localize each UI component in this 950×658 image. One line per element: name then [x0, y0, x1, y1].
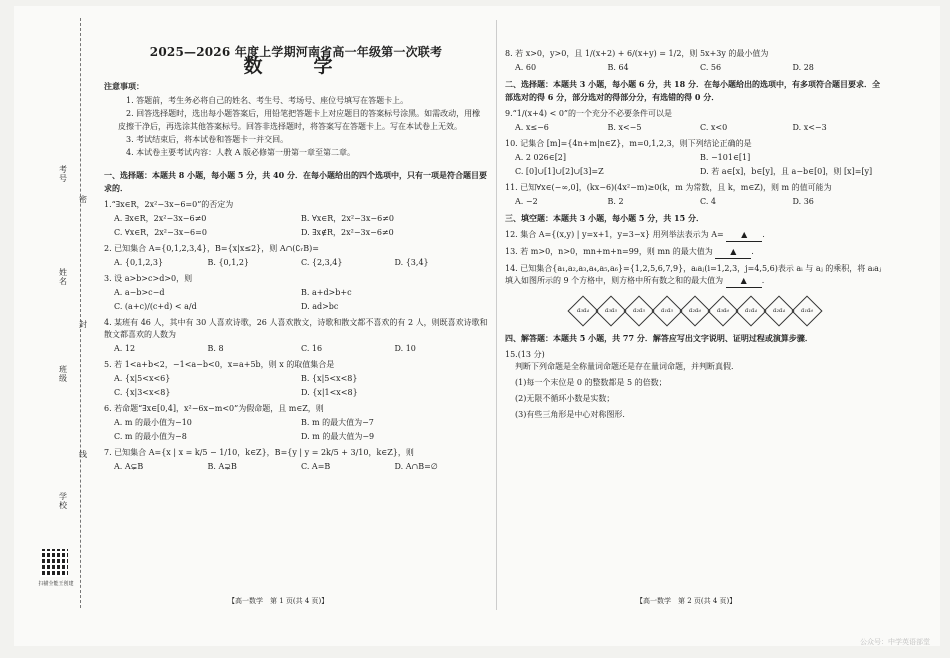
question-7-options: [104, 461, 488, 473]
option: D. ∃x∉R，2x²−3x−6≠0: [301, 228, 394, 237]
exam-no-label: 考号: [59, 165, 67, 183]
option: C. x<0: [700, 123, 728, 132]
option: B. a+d>b+c: [301, 288, 352, 297]
watermark: 公众号：中学英语部堂: [860, 638, 930, 646]
option: C. (a+c)/(c+d) < a/d: [114, 302, 197, 311]
option: A. 12: [114, 344, 136, 353]
diamond-cell: a₃a₆: [707, 295, 738, 326]
question-15-item: (3)有些三角形是中心对称图形．: [515, 410, 631, 419]
question-13: 13. 若 m>0，n>0，mn+m+n=99，则 mn 的最大值为 ▲ .: [505, 246, 885, 259]
option: A. 2 026∈[2]: [515, 153, 567, 162]
option: C. 4: [700, 197, 717, 206]
option: B. {0,1,2}: [207, 258, 249, 267]
question-7: 7. 已知集合 A={x | x = k/5 − 1/10，k∈Z}，B={y | y = 2k/5 + 3/10，k∈Z}，则: [104, 448, 414, 457]
option: B. 64: [607, 63, 629, 72]
question-3-options: [104, 287, 488, 299]
question-6-options: [104, 417, 488, 429]
question-5: 5. 若 1<a+b<2，−1<a−b<0，x=a+5b，则 x 的取值集合是: [104, 360, 335, 369]
binding-line: [80, 18, 81, 608]
option: A. {x|5<x<6}: [114, 374, 171, 383]
diamond-grid: [505, 294, 885, 328]
question-6: 6. 若命题“∃x∈[0,4]，x²−6x−m<0”为假命题，且 m∈Z，则: [104, 404, 324, 413]
question-8-options: [505, 62, 885, 74]
option: B. {x|5<x<8}: [301, 374, 358, 383]
answer-blank: ▲: [715, 246, 751, 259]
left-page: [104, 46, 488, 473]
seal-char-3: 线: [79, 450, 87, 459]
name-label: 姓名: [59, 268, 67, 286]
question-2: 2. 已知集合 A={0,1,2,3,4}，B={x|x≤2}，则 A∩(∁ᵣB)=: [104, 244, 319, 253]
notes: [104, 80, 488, 159]
question-11-options: [505, 196, 885, 208]
option: D. 10: [394, 344, 416, 353]
question-4: 4. 某班有 46 人，其中有 30 人喜欢诗歌，26 人喜欢散文，诗歌和散文都不喜欢的有 2 人，则既喜欢诗歌和散文都喜欢的人数为: [104, 318, 488, 339]
question-12-text: 12. 集合 A={(x,y) | y=x+1，y=3−x} 用列举法表示为 A=: [505, 230, 724, 239]
question-6-options: [104, 431, 488, 443]
seal-char-1: 密: [79, 195, 87, 204]
option: C. {2,3,4}: [301, 258, 343, 267]
question-13-text: 13. 若 m>0，n>0，mn+m+n=99，则 mn 的最大值为: [505, 247, 713, 256]
question-15-stem: 判断下列命题是全称量词命题还是存在量词命题，并判断真假．: [515, 362, 739, 371]
option: C. [0]∪[1]∪[2]∪[3]=Z: [515, 167, 604, 176]
question-5-options: [104, 387, 488, 399]
question-14-text: 14. 已知集合{a₁,a₂,a₃,a₄,a₅,a₆}={1,2,5,6,7,9}，aᵢaⱼ(i=1,2,3，j=4,5,6)表示 aᵢ 与 aⱼ 的乘积，将 aᵢaⱼ 填入如图所示的 9 个方格中，则方格中所有数之和的最大值为: [505, 264, 882, 285]
option: D. x<−3: [792, 123, 827, 132]
option: B. 2: [607, 197, 624, 206]
option: A. A⊊B: [114, 462, 144, 471]
diamond-cell: a₁a₅: [651, 295, 682, 326]
option: D. 36: [792, 197, 814, 206]
diamond-cell: a₂a₆: [679, 295, 710, 326]
notes-header: 注意事项：: [104, 81, 144, 91]
answer-blank: ▲: [726, 229, 762, 242]
option: D. {x|1<x<8}: [301, 388, 358, 397]
question-1-options: [104, 227, 488, 239]
option: B. x<−5: [607, 123, 642, 132]
option: C. 16: [301, 344, 323, 353]
question-8: 8. 若 x>0，y>0，且 1/(x+2) + 6/(x+y) = 1/2，则 5x+3y 的最小值为: [505, 49, 769, 58]
option: B. 8: [207, 344, 224, 353]
option: A. a−b>c−d: [114, 288, 165, 297]
option: A. 60: [515, 63, 537, 72]
subject-title: 数 学: [243, 55, 349, 77]
option: D. 若 a∈[x]，b∈[y]，且 a−b∈[0]，则 [x]=[y]: [700, 167, 873, 176]
qr-code: [40, 549, 68, 577]
diamond-cell: a₂a₅: [623, 295, 654, 326]
option: A. m 的最小值为−10: [114, 418, 192, 427]
option: C. {x|3<x<8}: [114, 388, 171, 397]
question-10-options: [505, 152, 885, 164]
question-12: 12. 集合 A={(x,y) | y=x+1，y=3−x} 用列举法表示为 A= ▲ .: [505, 229, 885, 242]
question-1: 1.“∃x∈R，2x²−3x−6=0”的否定为: [104, 200, 234, 209]
question-9: 9.“1/(x+4) < 0”的一个充分不必要条件可以是: [505, 109, 673, 118]
option: B. m 的最大值为−7: [301, 418, 374, 427]
qr-caption: 扫描全能王创建: [38, 581, 74, 587]
section-4-header: 四、解答题：本题共 5 小题，共 77 分．解答应写出文字说明、证明过程或演算步骤．: [505, 333, 813, 343]
question-15-item: (1)每一个末位是 0 的整数都是 5 的倍数；: [515, 378, 667, 387]
exam-title: 2025—2026 年度上学期河南省高一年级第一次联考: [149, 45, 443, 59]
option: D. A∩B=∅: [394, 462, 438, 471]
option: D. ad>bc: [301, 302, 339, 311]
option: A. {0,1,2,3}: [114, 258, 164, 267]
diamond-cell: a₂a₄: [763, 295, 794, 326]
question-4-options: [104, 343, 488, 355]
option: C. A=B: [301, 462, 331, 471]
question-5-options: [104, 373, 488, 385]
question-3-options: [104, 301, 488, 313]
question-14: 14. 已知集合{a₁,a₂,a₃,a₄,a₅,a₆}={1,2,5,6,7,9}，aᵢaⱼ(i=1,2,3，j=4,5,6)表示 aᵢ 与 aⱼ 的乘积，将 aᵢaⱼ 填入如图所示的 9 个方格中，则方格中所有数之和的最大值为 ▲ .: [505, 263, 885, 288]
option: B. ∀x∈R，2x²−3x−6≠0: [301, 214, 394, 223]
option: D. {3,4}: [394, 258, 429, 267]
option: A. −2: [515, 197, 538, 206]
section-2-header: 二、选择题：本题共 3 小题，每小题 6 分，共 18 分．在每小题给出的选项中，有多项符合题目要求．全部选对的得 6 分，部分选对的得部分分，有选错的得 0 分．: [505, 79, 880, 102]
question-1-options: [104, 213, 488, 225]
question-3: 3. 设 a>b>c>d>0，则: [104, 274, 193, 283]
section-1-header: 一、选择题：本题共 8 小题，每小题 5 分，共 40 分．在每小题给出的四个选项中，只有一项是符合题目要求的．: [104, 170, 487, 193]
option: C. m 的最小值为−8: [114, 432, 187, 441]
option: D. m 的最大值为−9: [301, 432, 375, 441]
page-1-footer: 【高一数学 第 1 页(共 4 页)】: [228, 597, 329, 605]
option: C. 56: [700, 63, 722, 72]
note-item: 1. 答题前，考生务必将自己的姓名、考生号、考场号、座位号填写在答题卡上。: [126, 96, 409, 105]
note-item: 4. 本试卷主要考试内容：人教 A 版必修第一册第一章至第二章。: [126, 148, 356, 157]
option: A. ∃x∈R，2x²−3x−6≠0: [114, 214, 207, 223]
note-item: 2. 回答选择题时，选出每小题答案后，用铅笔把答题卡上对应题目的答案标号涂黑。如需改动，用橡皮擦干净后，再选涂其他答案标号。回答非选择题时，将答案写在答题卡上。写在本试卷上无效。: [118, 109, 481, 131]
page-2-footer: 【高一数学 第 2 页(共 4 页)】: [636, 597, 737, 605]
diamond-cell: a₁a₄: [735, 295, 766, 326]
section-3-header: 三、填空题：本题共 3 小题，每小题 5 分，共 15 分．: [505, 213, 704, 223]
question-2-options: [104, 257, 488, 269]
note-item: 3. 考试结束后，将本试卷和答题卡一并交回。: [126, 135, 289, 144]
answer-blank: ▲: [726, 275, 762, 288]
question-15-item: (2)无限不循环小数是实数；: [515, 394, 615, 403]
diamond-cell: a₁a₆: [791, 295, 822, 326]
seal-char-2: 封: [79, 320, 87, 329]
option: B. A⊋B: [207, 462, 237, 471]
diamond-cell: a₃a₅: [595, 295, 626, 326]
option: C. ∀x∈R，2x²−3x−6=0: [114, 228, 207, 237]
class-label: 班级: [59, 365, 67, 383]
right-page: [505, 48, 885, 421]
question-10-options: [505, 166, 885, 178]
question-15: 15.(13 分): [505, 350, 545, 359]
question-11: 11. 已知∀x∈(−∞,0]，(kx−6)(4x²−m)≥0(k，m 为常数，且 k，m∈Z)，则 m 的值可能为: [505, 183, 832, 192]
school-label: 学校: [59, 492, 67, 510]
fold-line: [496, 20, 497, 610]
option: B. −101∈[1]: [700, 153, 751, 162]
diamond-cell: a₃a₄: [567, 295, 598, 326]
question-10: 10. 记集合 [m]={4n+m|n∈Z}，m=0,1,2,3，则下列结论正确的是: [505, 139, 752, 148]
question-9-options: [505, 122, 885, 134]
option: D. 28: [792, 63, 814, 72]
option: A. x≤−6: [515, 123, 549, 132]
